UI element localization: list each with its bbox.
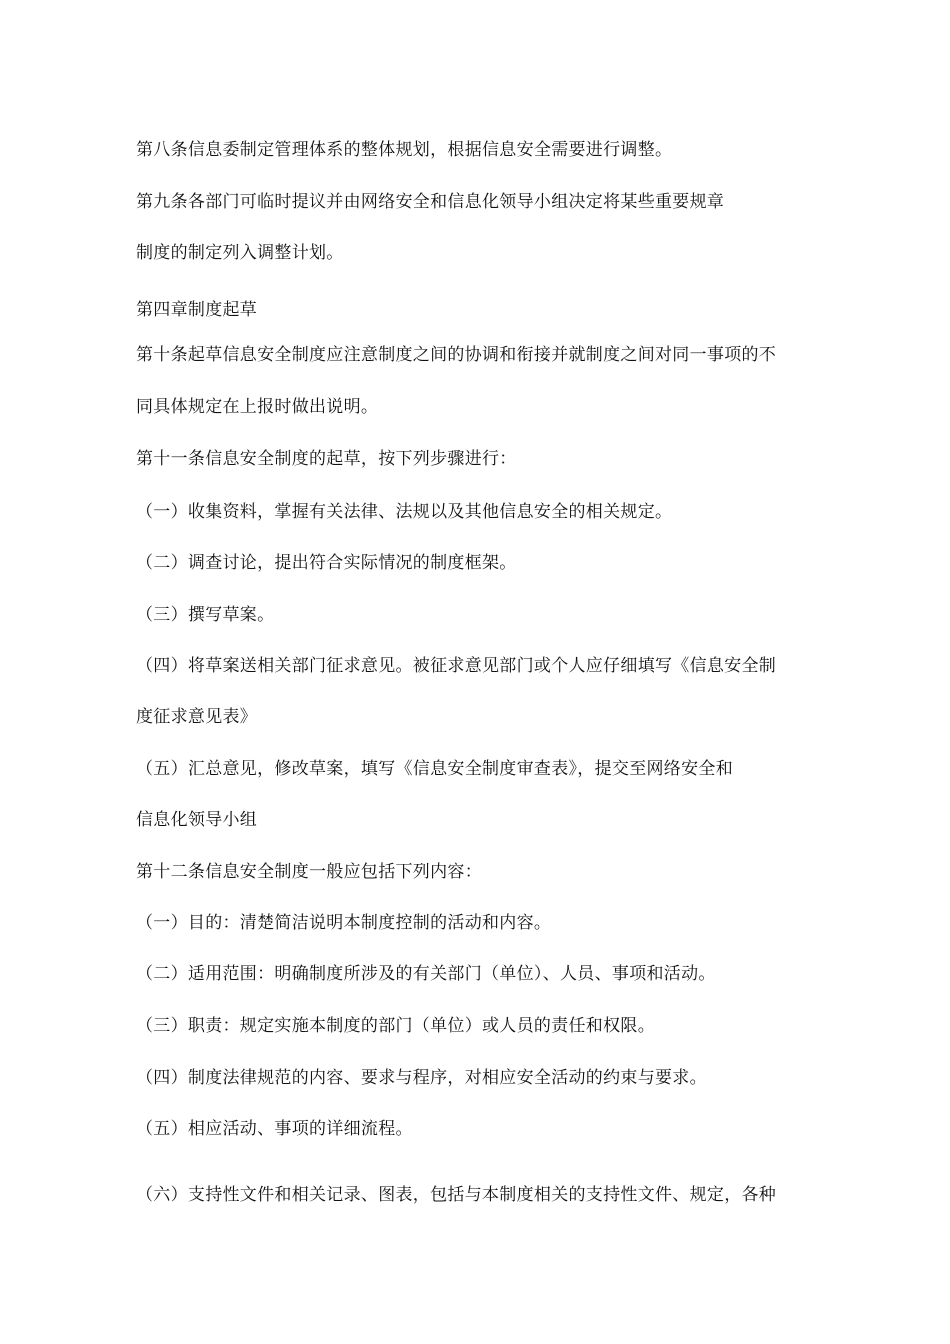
article-12-item-6: （六）支持性文件和相关记录、图表，包括与本制度相关的支持性文件、规定，各种 bbox=[136, 1185, 777, 1205]
article-12-item-3: （三）职责：规定实施本制度的部门（单位）或人员的责任和权限。 bbox=[136, 1016, 655, 1036]
article-8: 第八条信息委制定管理体系的整体规划，根据信息安全需要进行调整。 bbox=[136, 140, 673, 160]
article-11-item-5-line-2: 信息化领导小组 bbox=[136, 810, 258, 830]
article-10-line-2: 同具体规定在上报时做出说明。 bbox=[136, 397, 379, 417]
article-11-item-1: （一）收集资料，掌握有关法律、法规以及其他信息安全的相关规定。 bbox=[136, 502, 673, 522]
article-11-item-5-line-1: （五）汇总意见，修改草案，填写《信息安全制度审查表》，提交至网络安全和 bbox=[136, 759, 733, 779]
article-11-item-3: （三）撰写草案。 bbox=[136, 605, 275, 625]
article-12-item-2: （二）适用范围：明确制度所涉及的有关部门（单位）、人员、事项和活动。 bbox=[136, 964, 716, 984]
article-11-item-4-line-2: 度征求意见表》 bbox=[136, 707, 258, 727]
article-12: 第十二条信息安全制度一般应包括下列内容： bbox=[136, 862, 482, 882]
article-9-line-1: 第九条各部门可临时提议并由网络安全和信息化领导小组决定将某些重要规章 bbox=[136, 192, 725, 212]
article-11-item-4-line-1: （四）将草案送相关部门征求意见。被征求意见部门或个人应仔细填写《信息安全制 bbox=[136, 656, 777, 676]
article-12-item-4: （四）制度法律规范的内容、要求与程序，对相应安全活动的约束与要求。 bbox=[136, 1068, 707, 1088]
article-11: 第十一条信息安全制度的起草，按下列步骤进行： bbox=[136, 449, 517, 469]
article-10-line-1: 第十条起草信息安全制度应注意制度之间的协调和衔接并就制度之间对同一事项的不 bbox=[136, 345, 777, 365]
chapter-4-heading: 第四章制度起草 bbox=[136, 300, 258, 320]
article-11-item-2: （二）调查讨论，提出符合实际情况的制度框架。 bbox=[136, 553, 517, 573]
article-12-item-1: （一）目的：清楚简洁说明本制度控制的活动和内容。 bbox=[136, 913, 552, 933]
article-9-line-2: 制度的制定列入调整计划。 bbox=[136, 243, 344, 263]
article-12-item-5: （五）相应活动、事项的详细流程。 bbox=[136, 1119, 413, 1139]
